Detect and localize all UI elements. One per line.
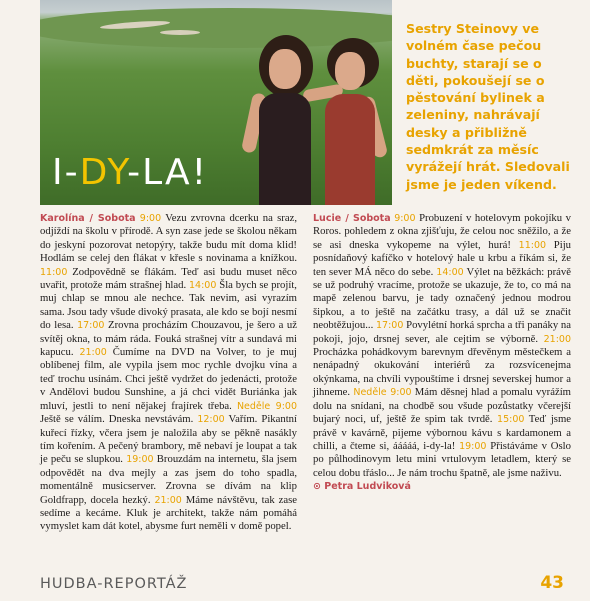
- time-stamp: 21:00: [79, 347, 107, 359]
- author-label: Karolína / Sobota: [40, 213, 136, 224]
- time-stamp: 11:00: [40, 266, 68, 278]
- author-label: Lucie / Sobota: [313, 213, 391, 224]
- time-stamp: 19:00: [459, 440, 487, 452]
- diary-text: Čumíme na DVD na Volver, to je muj oblíbenej film, ale vypila jsem moc rychle dvojku vína a teď trochu usínám. Chci ještě vydržet do jedenácti, protože v Andělovi budou Sunshine, a já chci vidět Buriánka jak mluví, jestli to není nějakej frajírek třeba.: [40, 346, 297, 412]
- article-column-left: [40, 212, 297, 534]
- time-stamp: 21:00: [154, 494, 182, 506]
- path-shape: [160, 30, 200, 35]
- time-stamp: 14:00: [189, 280, 217, 292]
- diary-text: Zodpovědně se flákám. Teď asi budu muset něco uvařit, protože mám strašnej hlad.: [40, 265, 297, 292]
- time-stamp: 17:00: [376, 320, 404, 332]
- diary-text: Zrovna procházím Chouzavou, je šero a už svítěj okna, to mám ráda. Fouká strašnej vítr a sundavá mi kapucu.: [40, 319, 298, 359]
- time-stamp: 21:00: [543, 333, 572, 345]
- section-label: HUDBA-REPORTÁŽ: [40, 576, 188, 592]
- hero-photo: [40, 0, 392, 205]
- diary-text: Šla bych se projít, muj chlap se mnou ale nechce. Tak nevim, asi vyrazím sama. Jsou tady všude divoký prasata, ale kdo se bojí nesmí do lesa.: [40, 279, 297, 332]
- diary-text: Procházka pohádkovym barevnym dřevěnym městečkem a nenápadný okukování interiérů za rozsvícenejma okýnkama, na chvíli vypouštíme i drsnej severskej humor a jihneme.: [313, 346, 571, 399]
- time-stamp: 9:00: [394, 213, 416, 224]
- byline: ⊙ Petra Ludviková: [313, 481, 411, 493]
- diary-text: Teď jsme právě v kavárně, pijeme výbornou kávu s kardamonem a chilli, a čteme si, ááááá, i-dy-la!: [313, 413, 571, 452]
- time-stamp: 14:00: [436, 266, 464, 278]
- time-stamp: 12:00: [197, 414, 225, 426]
- diary-text: Ještě se válím. Dneska nevstávám.: [40, 413, 194, 426]
- headline: I-DY-LA!: [52, 152, 209, 193]
- diary-text: Přistáváme v Oslo po půlhodinovym letu mini vrtulovym letadlem, který se celou dobu třáslo... Je nám trochu špatně, ale jsme naživu.: [313, 439, 571, 479]
- time-stamp: 17:00: [77, 320, 105, 332]
- diary-text: Máme návštěvu, tak zase sedíme a kecáme. Kluk je architekt, takže nám pomáhá vymyslet kam dát kotel, abysme furt neměli v domě popel.: [40, 493, 297, 533]
- diary-text: Vařím. Pikantní kuřecí řízky, včera jsem je naložila aby se pěkně nasákly tím kořením. A pečený brambory, mě nebaví je loupat a tak je peču se slupkou.: [40, 413, 297, 466]
- woman-right-figure: [315, 38, 392, 205]
- time-stamp: 11:00: [518, 239, 547, 251]
- diary-text: Vezu zvrovna dcerku na sraz, odjíždí na školu v přírodě. A syn zase jede se školou někam do jeskyní pozorovat netopýry, takže budu mít doma klid! Hodlám se celej den flákat v křesle s novinama a knížkou.: [40, 212, 297, 265]
- diary-text: Výlet na běžkách: právě se už podruhý vracíme, protože se ukazuje, že to, co má na mapě zelenou barvu, je tady označený jednou modrou šipkou, a to ještě na začátku trasy, a dál už se značit neobtěžujou...: [313, 265, 571, 332]
- diary-text: Brouzdám na internetu, šla jsem odpovědět na dva mejly a zas jsem do toho spadla, momentálně musicserver. Zrovna se dívám na klip Goldfrapp, docela hezký.: [40, 453, 297, 506]
- time-stamp: 15:00: [497, 414, 525, 426]
- article-column-right: [313, 212, 571, 494]
- diary-text: Mám děsnej hlad a pomalu vyrážím dolu na snídani, na chodbě sou všude pozůstatky včerejší bujarý noci, uf, ještě že spim tak tvrdě.: [313, 386, 571, 426]
- time-stamp: 9:00: [139, 213, 162, 224]
- intro-lede: Sestry Steinovy ve volném čase pečou buchty, starají se o děti, pokoušejí se o pěstování bylinek a zeleniny, nahrávají desky a přibližně sedmkrát za měsíc vyrážejí hrát. Sledovali jsme je jeden víkend.: [406, 21, 570, 192]
- time-stamp: Neděle 9:00: [353, 387, 412, 399]
- page-number: 43: [540, 573, 564, 593]
- diary-text: Povylétní horká sprcha a tři panáky na pokoji, jojo, drsnej sever, ale cejtim se výborně.: [313, 319, 572, 345]
- diary-text: Piju posnídaňový kafíčko v hotelový hale u krbu a říkám si, že ten sever MÁ něco do sebe.: [313, 238, 572, 278]
- time-stamp: Neděle 9:00: [236, 400, 297, 412]
- time-stamp: 19:00: [126, 454, 154, 466]
- woman-left-figure: [245, 35, 325, 205]
- diary-text: Probuzení v hotelovym pokojíku v Roros. pohledem z okna zjišťuju, že celou noc sněžilo, a že se asi dneska vykopeme na výlet, hurá!: [313, 212, 571, 251]
